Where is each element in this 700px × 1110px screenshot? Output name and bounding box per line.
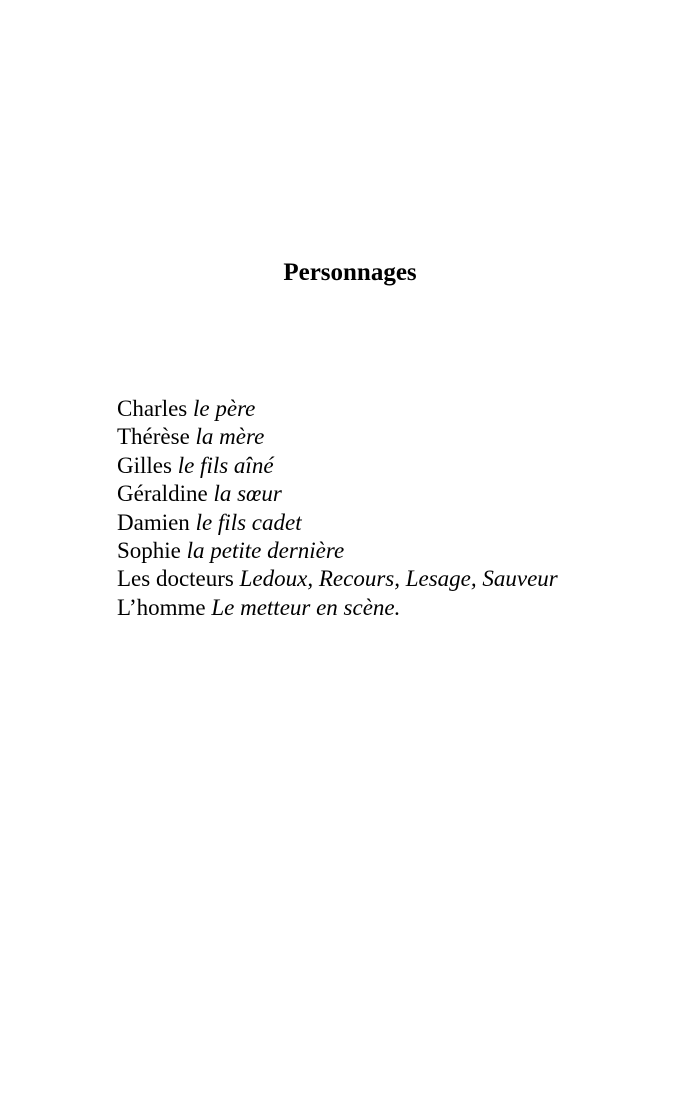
character-role: le fils cadet bbox=[195, 509, 302, 535]
character-entry bbox=[117, 509, 558, 537]
character-name: Damien bbox=[117, 509, 190, 535]
character-role: le père bbox=[193, 396, 256, 421]
character-name: Gilles bbox=[117, 452, 172, 478]
character-role: le fils aîné bbox=[177, 452, 274, 478]
page-title: Personnages bbox=[283, 259, 417, 286]
character-entry bbox=[117, 565, 558, 593]
character-role: Le metteur en scène. bbox=[211, 594, 401, 620]
character-entry bbox=[117, 480, 558, 508]
character-entry bbox=[117, 423, 558, 451]
character-entry bbox=[117, 452, 558, 480]
character-name: L’homme bbox=[117, 594, 206, 620]
character-role: la sœur bbox=[213, 481, 282, 507]
character-role: la mère bbox=[195, 424, 265, 450]
character-name: Thérèse bbox=[117, 424, 190, 450]
character-entry bbox=[117, 395, 558, 423]
character-entry bbox=[117, 594, 558, 622]
character-role: la petite dernière bbox=[186, 538, 345, 564]
character-name: Sophie bbox=[117, 538, 181, 564]
character-entry bbox=[117, 537, 558, 565]
character-name: Les docteurs bbox=[117, 566, 234, 592]
character-list bbox=[117, 395, 558, 622]
character-name: Géraldine bbox=[117, 481, 208, 507]
character-name: Charles bbox=[117, 396, 188, 421]
character-role: Ledoux, Recours, Lesage, Sauveur bbox=[239, 566, 558, 592]
